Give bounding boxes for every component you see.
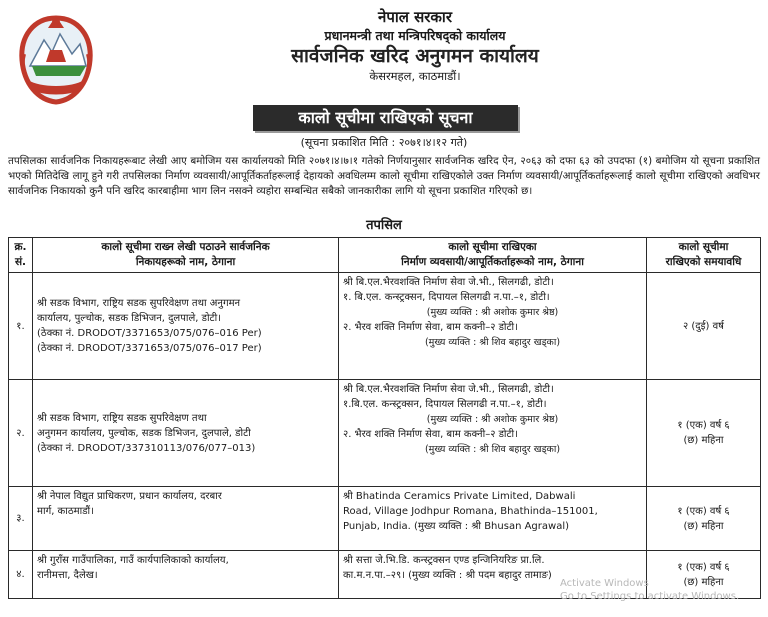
contractor-line: (मुख्य व्यक्ति : श्री अशोक कुमार श्रेष्ठ)	[426, 414, 559, 425]
contractor-line: १.बि.एल. कन्स्ट्रक्सन, दिपायल सिलगढी न.पा.–१, डोटी।	[343, 399, 547, 410]
header-agency	[33, 238, 339, 273]
header-contractor-line: निर्माण व्यवसायी/आपूर्तिकर्ताहरूको नाम, ठेगाना	[401, 256, 584, 268]
contractor-line: Punjab, India. (मुख्य व्यक्ति : श्री Bhusan Agrawal)	[343, 521, 570, 532]
row-agency	[33, 273, 339, 380]
row-sn: ४.	[9, 551, 33, 599]
agency-line: (ठेक्का नं. DRODOT/3371653/075/076–016 Per)	[37, 328, 262, 339]
header-sn-line: क्र.	[14, 241, 27, 253]
contractor-line: श्री सत्ता जे.भि.डि. कन्स्ट्रक्सन एण्ड इन्जिनियरिङ प्रा.लि.	[343, 555, 545, 566]
schedule-heading: तपसिल	[366, 218, 402, 233]
header-duration	[647, 238, 761, 273]
row-duration	[647, 487, 761, 551]
notice-body: तपसिलका सार्वजनिक निकायहरूबाट लेखी आए बमोजिम यस कार्यालयको मिति २०७१।४।७।१ गतेको निर्णयानुसार सार्वजनिक खरिद ऐन, २०६३ को दफा ६३ को उपदफा (१) बमोजिम यो सूचना प्रकाशित भएको मितिदेखि लागू हुने गरी तपसिलका निर्माण व्यवसायी/आपूर्तिकर्ताहरूलाई देहायको अवधिलम्म कालो सूचीमा राखिएकोले उक्त निर्माण व्यवसायी/आपूर्तिकर्ताहरूलाई कालो सूचीमा राखिएको अवधिभर सार्वजनिक निकायको कुनै पनि खरिद कारबाहीमा भाग लिन नसक्ने व्यहोरा सम्बन्धित सबैको जानकारीका लागि यो सूचना प्रकाशित गरिएको छ।	[8, 155, 760, 197]
table-row	[9, 273, 761, 380]
agency-line: श्री गुराँस गाउँपालिका, गाउँ कार्यपालिकाको कार्यालय,	[37, 555, 229, 566]
office-name: सार्वजनिक खरिद अनुगमन कार्यालय	[291, 45, 539, 67]
duration-line: १ (एक) वर्ष ६	[677, 505, 730, 517]
duration-line: (छ) महिना	[683, 576, 724, 588]
row-agency	[33, 380, 339, 487]
header-duration-line: राखिएको समयावधि	[665, 256, 742, 268]
row-sn: ३.	[9, 487, 33, 551]
notice-title: कालो सूचीमा राखिएको सूचना	[253, 105, 518, 131]
agency-line: (ठेक्का नं. DRODOT/3371653/075/076–017 Per)	[37, 343, 262, 354]
nepal-government-emblem-icon	[14, 14, 98, 106]
contractor-line: का.म.न.पा.–२९। (मुख्य व्यक्ति : श्री पदम बहादुर तामाङ)	[343, 570, 552, 581]
header-duration-line: कालो सूचीमा	[678, 241, 729, 253]
header-contractor	[339, 238, 647, 273]
blacklist-table	[8, 237, 761, 599]
table-row	[9, 380, 761, 487]
contractor-line: श्री Bhatinda Ceramics Private Limited, Dabwali	[343, 491, 576, 502]
duration-line: १ (एक) वर्ष ६	[677, 561, 730, 573]
row-agency	[33, 551, 339, 599]
table-row	[9, 487, 761, 551]
contractor-line: २. भैरव शक्ति निर्माण सेवा, बाम कक्नी–२ डोटी।	[343, 322, 518, 333]
table-header-row	[9, 238, 761, 273]
contractor-line: श्री बि.एल.भैरवशक्ति निर्माण सेवा जे.भी., सिलगढी, डोटी।	[343, 277, 554, 288]
contractor-line: श्री बि.एल.भैरवशक्ति निर्माण सेवा जे.भी., सिलगढी, डोटी।	[343, 384, 554, 395]
agency-line: श्री सडक विभाग, राष्ट्रिय सडक सुपरिवेक्षण तथा अनुगमन	[37, 298, 241, 309]
contractor-line: Road, Village Jodhpur Romana, Bhathinda–151001,	[343, 506, 598, 517]
watermark-line: Activate Windows	[560, 578, 649, 589]
published-date: (सूचना प्रकाशित मिति : २०७१।४।१२ गते)	[300, 136, 468, 149]
duration-line: (छ) महिना	[683, 520, 724, 532]
header-agency-line: कालो सूचीमा राख्न लेखी पठाउने सार्वजनिक	[101, 241, 270, 253]
agency-line: कार्यालय, पुल्चोक, सडक डिभिजन, दुलपाले, डोटी।	[37, 313, 221, 324]
letterhead	[150, 8, 680, 85]
row-agency	[33, 487, 339, 551]
row-contractor	[339, 380, 647, 487]
agency-line: (ठेक्का नं. DRODOT/337310113/076/077–013)	[37, 442, 256, 454]
header-sn-line: सं.	[14, 256, 27, 268]
row-duration	[647, 273, 761, 380]
contractor-line: (मुख्य व्यक्ति : श्री शिव बहादुर खड्का)	[424, 337, 561, 348]
activate-windows-watermark	[560, 577, 768, 603]
header-sn	[9, 238, 33, 273]
header-contractor-line: कालो सूचीमा राखिएका	[448, 241, 537, 253]
row-sn: २.	[9, 380, 33, 487]
row-contractor	[339, 487, 647, 551]
agency-line: श्री सडक विभाग, राष्ट्रिय सडक सुपरिवेक्षण तथा	[37, 412, 207, 424]
contractor-line: (मुख्य व्यक्ति : श्री शिव बहादुर खड्का)	[424, 444, 561, 455]
contractor-line: २. भैरव शक्ति निर्माण सेवा, बाम कक्नी–२ डोटी।	[343, 429, 518, 440]
row-contractor	[339, 273, 647, 380]
government-name: नेपाल सरकार	[378, 8, 452, 26]
row-duration	[647, 380, 761, 487]
ministry-name: प्रधानमन्त्री तथा मन्त्रिपरिषद्को कार्यालय	[324, 28, 506, 43]
office-address: केसरमहल, काठमाडौं।	[369, 69, 461, 83]
duration-line: १ (एक) वर्ष ६	[677, 420, 730, 431]
agency-line: मार्ग, काठमाडौं।	[37, 506, 94, 517]
contractor-line: १. बि.एल. कन्स्ट्रक्सन, दिपायल सिलगढी न.पा.–१, डोटी।	[343, 292, 550, 303]
contractor-line: (मुख्य व्यक्ति : श्री अशोक कुमार श्रेष्ठ)	[426, 307, 559, 318]
duration-line: २ (दुई) वर्ष	[683, 320, 724, 332]
header-agency-line: निकायहरूको नाम, ठेगाना	[135, 256, 236, 268]
watermark-line: Go to Settings to activate Windows.	[560, 591, 740, 602]
duration-line: (छ) महिना	[683, 435, 724, 446]
agency-line: रानीमत्ता, दैलेख।	[37, 570, 98, 581]
agency-line: श्री नेपाल विद्युत प्राधिकरण, प्रधान कार्यालय, दरबार	[37, 491, 222, 502]
agency-line: अनुगमन कार्यालय, पुल्चोक, सडक डिभिजन, दुलपाले, डोटी	[37, 427, 251, 439]
row-sn: १.	[9, 273, 33, 380]
